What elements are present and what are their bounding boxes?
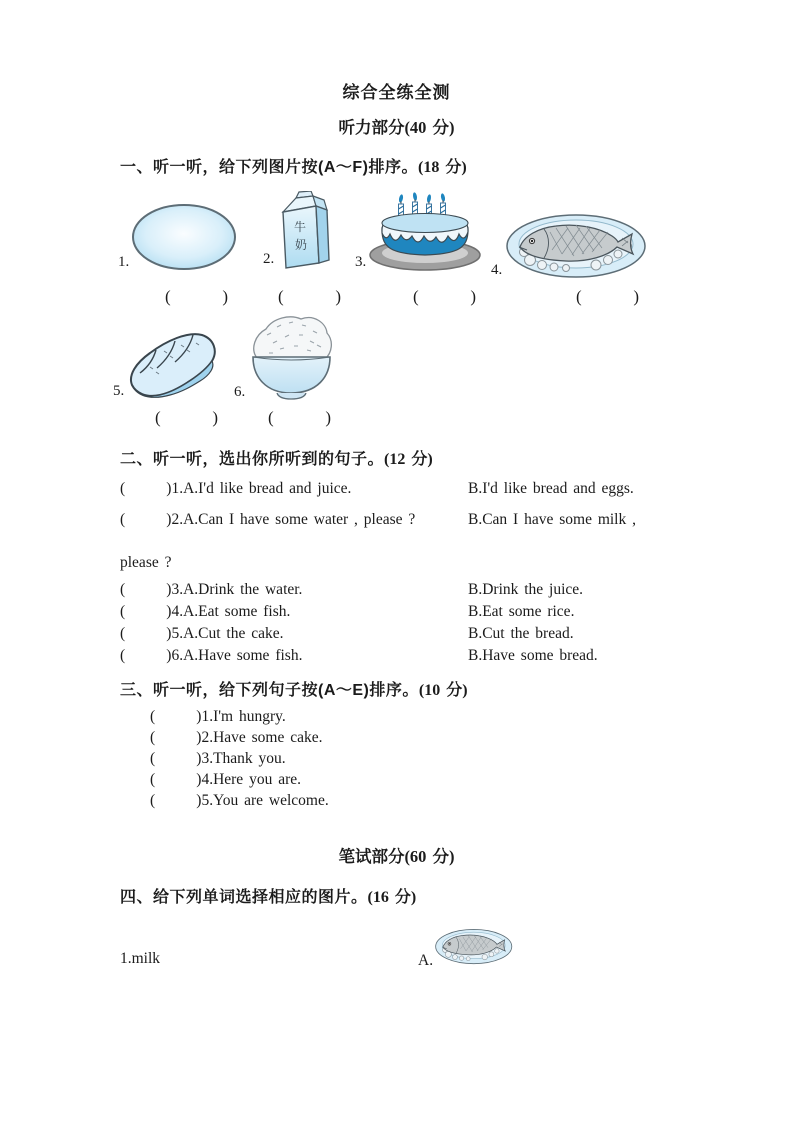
milk-carton-label-top: 牛: [294, 220, 307, 234]
option-b-text: B.Cut the bread.: [468, 625, 574, 642]
sentence-item: ( )2.Have some cake.: [150, 729, 323, 746]
figure-2-number: 2.: [263, 251, 275, 267]
section2-heading-score: (12 分): [384, 451, 433, 468]
section4-heading-score: (16 分): [367, 889, 417, 906]
answer-blank-1: ( ): [165, 287, 230, 306]
option-a-text: ( )3.A.Drink the water.: [120, 581, 303, 598]
listening-part-score: (40 分): [404, 118, 455, 137]
sentence-item: ( )3.Thank you.: [150, 750, 286, 767]
option-b-text: B.Can I have some milk ,: [468, 511, 636, 528]
sentence-item: ( )4.Here you are.: [150, 771, 301, 788]
figure-4-number: 4.: [491, 262, 503, 278]
option-a-text: ( )2.A.Can I have some water , please ?: [120, 511, 416, 528]
section4-heading-text: 四、给下列单词选择相应的图片。: [120, 889, 368, 906]
sentence-item: ( )1.I'm hungry.: [150, 708, 286, 725]
written-part-label: 笔试部分: [338, 848, 405, 866]
listening-part-label: 听力部分: [338, 119, 405, 137]
answer-blank-4: ( ): [576, 287, 641, 306]
milk-carton-label-bottom: 奶: [295, 238, 308, 252]
section2-heading-text: 二、听一听，选出你所听到的句子。: [120, 451, 385, 468]
continuation-text: please ?: [120, 554, 172, 571]
written-part-score: (60 分): [404, 847, 455, 866]
option-a-label: A.: [418, 952, 434, 969]
answer-blank-2: ( ): [278, 287, 343, 306]
option-a-text: ( )1.A.I'd like bread and juice.: [120, 480, 352, 497]
section1-heading-score: (18 分): [418, 159, 467, 176]
section1-heading-text: 一、听一听，给下列图片按(A～F)排序。: [120, 159, 418, 176]
page-title: 综合全练全测: [342, 83, 451, 102]
option-b-text: B.Have some bread.: [468, 647, 598, 664]
option-a-text: ( )5.A.Cut the cake.: [120, 625, 284, 642]
option-a-text: ( )6.A.Have some fish.: [120, 647, 303, 664]
figure-6-number: 6.: [234, 384, 246, 400]
figure-5-number: 5.: [113, 383, 125, 399]
section3-heading-score: (10 分): [418, 682, 468, 699]
option-b-text: B.Drink the juice.: [468, 581, 584, 598]
option-a-text: ( )4.A.Eat some fish.: [120, 603, 291, 620]
figure-1-number: 1.: [118, 254, 130, 270]
sentence-item: ( )5.You are welcome.: [150, 792, 329, 809]
answer-blank-6: ( ): [268, 408, 333, 427]
option-b-text: B.Eat some rice.: [468, 603, 575, 620]
answer-blank-3: ( ): [413, 287, 478, 306]
fish-on-plate-option-image: [434, 922, 514, 970]
option-b-text: B.I'd like bread and eggs.: [468, 480, 634, 497]
section3-heading-text: 三、听一听，给下列句子按(A～E)排序。: [120, 682, 419, 699]
word-item-milk: 1.milk: [120, 950, 161, 967]
answer-blank-5: ( ): [155, 408, 220, 427]
figure-3-number: 3.: [355, 254, 367, 270]
